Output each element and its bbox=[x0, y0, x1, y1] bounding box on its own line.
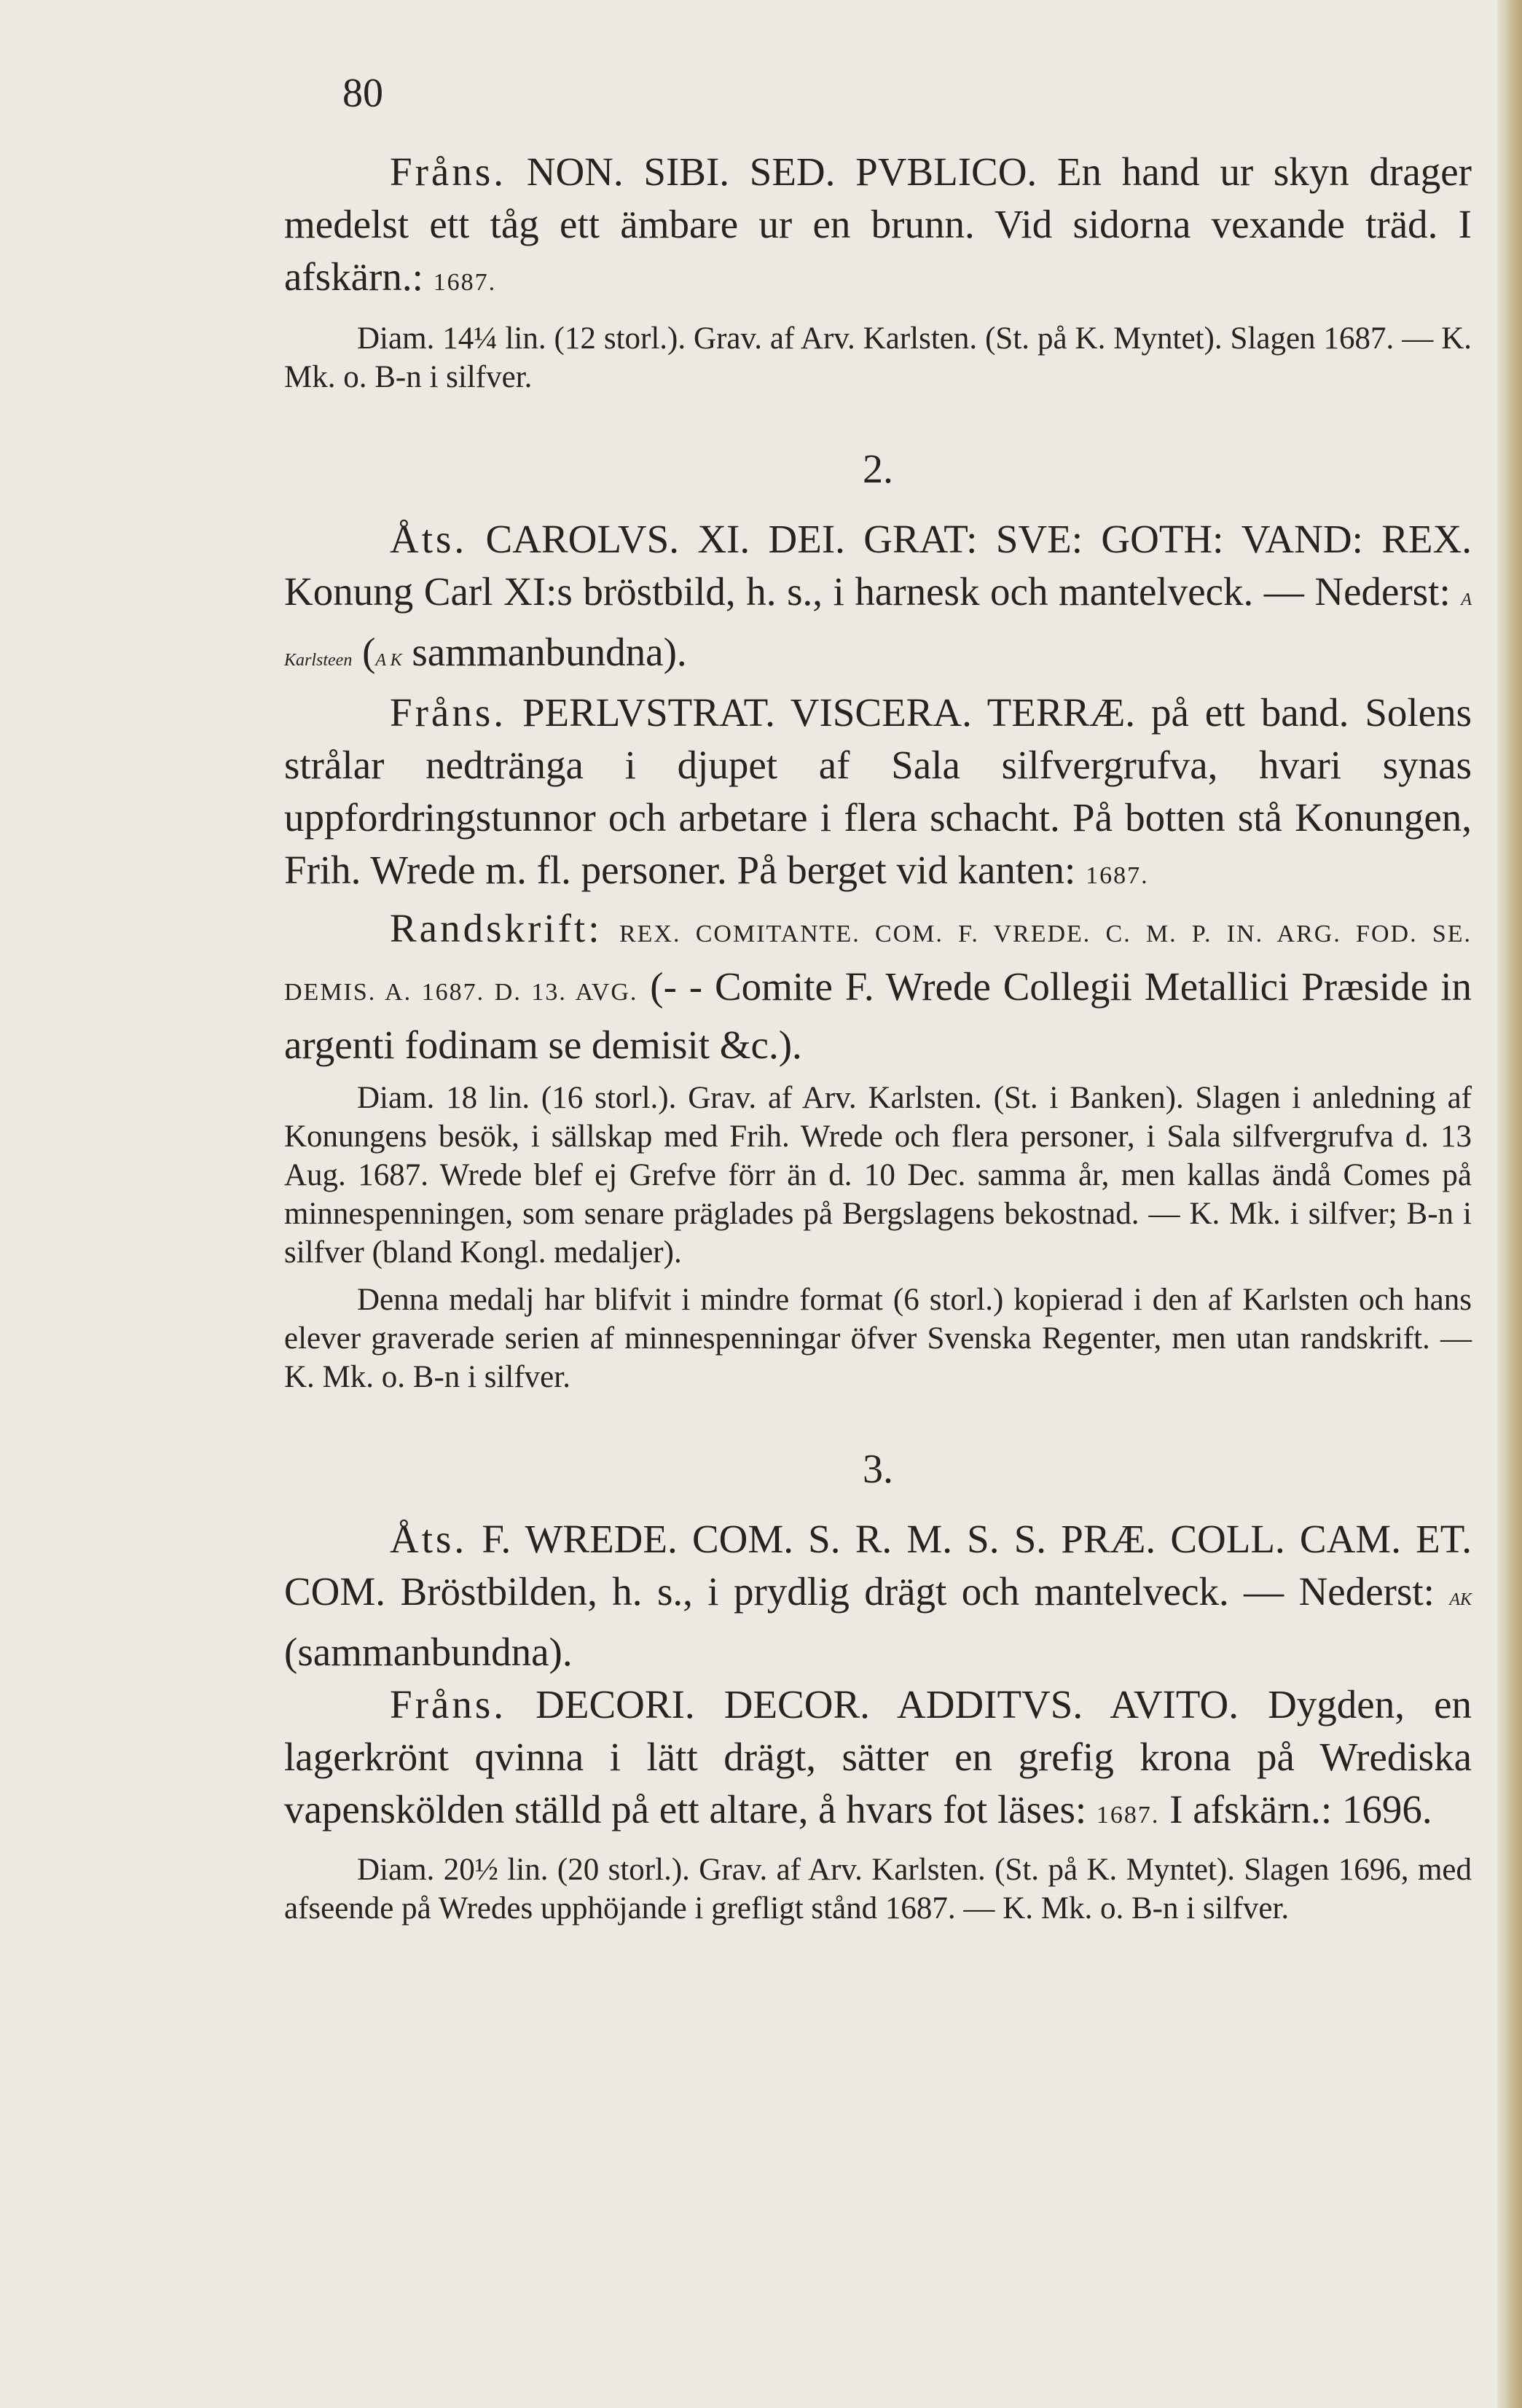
reverse-label: Fråns. bbox=[390, 1682, 506, 1727]
medal2-edge-inscription bbox=[284, 902, 1472, 1071]
reverse-year: 1687. bbox=[433, 269, 497, 296]
coin1-reverse bbox=[284, 146, 1472, 309]
page-number: 80 bbox=[342, 71, 383, 116]
monogram: AK bbox=[1449, 1590, 1472, 1609]
obverse-label: Åts. bbox=[390, 517, 468, 561]
reverse-description: DECORI. DECOR. ADDITVS. AVITO. Dygden, en lagerkrönt qvinna i lätt drägt, sätter en grefig krona på Wrediska vapenskölden ställd på ett altare, å hvars fot läses: bbox=[284, 1682, 1472, 1832]
medal2-notes: Diam. 18 lin. (16 storl.). Grav. af Arv. Karlsten. (St. i Banken). Slagen i anledning af Konungens besök, i sällskap med Frih. Wrede och flera personer, i Sala silfvergrufva d. 13 Aug. 1687. Wrede blef ej Grefve förr än d. 10 Dec. samma år, men kallas ändå Comes på minnespenningen, som senare präglades på Bergslagens bekostnad. — K. Mk. i silfver; B-n i silfver (bland Kongl. medaljer). bbox=[284, 1081, 1472, 1270]
page-content bbox=[284, 146, 1472, 1928]
reverse-label: Fråns. bbox=[390, 690, 506, 735]
reverse-exergue: I afskärn.: 1696. bbox=[1169, 1787, 1432, 1832]
obverse-tail: (sammanbundna). bbox=[284, 1630, 573, 1674]
section-number-3: 3. bbox=[863, 1447, 893, 1492]
obverse-description: CAROLVS. XI. DEI. GRAT: SVE: GOTH: VAND: REX. Konung Carl XI:s bröstbild, h. s., i harnesk och mantelveck. — Nederst: bbox=[284, 517, 1472, 614]
edge-legend: REX. COMITANTE. COM. F. VREDE. C. M. P. IN. ARG. FOD. SE. DEMIS. A. 1687. D. 13. AVG. bbox=[284, 920, 1472, 1006]
section-number-2: 2. bbox=[863, 447, 893, 492]
engraver-signature: A Karlsteen bbox=[284, 590, 1472, 670]
reverse-description: PERLVSTRAT. VISCERA. TERRÆ. på ett band. Solens strålar nedtränga i djupet af Sala silfvergrufva, hvari synas uppfordringstunnor och arbetare i flera schacht. På botten stå Konungen, Frih. Wrede m. fl. personer. På berget vid kanten: bbox=[284, 690, 1472, 892]
reverse-label: Fråns. bbox=[390, 149, 506, 194]
edge-label: Randskrift: bbox=[390, 906, 603, 950]
obverse-description: F. WREDE. COM. S. R. M. S. S. PRÆ. COLL. CAM. ET. COM. Bröstbilden, h. s., i prydlig drägt och mantelveck. — Nederst: bbox=[284, 1517, 1472, 1614]
medal2-obverse bbox=[284, 513, 1472, 687]
page-edge bbox=[1497, 0, 1522, 2408]
medal3-notes: Diam. 20½ lin. (20 storl.). Grav. af Arv. Karlsten. (St. på K. Myntet). Slagen 1696, med afseende på Wredes upphöjande i grefligt stånd 1687. — K. Mk. o. B-n i silfver. bbox=[284, 1853, 1472, 1926]
medal2-copy-note: Denna medalj har blifvit i mindre format (6 storl.) kopierad i den af Karlsten och hans elever graverade serien af minnespenningar öfver Svenska Regenter, men utan randskrift. — K. Mk. o. B-n i silfver. bbox=[284, 1283, 1472, 1394]
medal3-obverse bbox=[284, 1513, 1472, 1678]
medal3-reverse bbox=[284, 1678, 1472, 1842]
paren-open: ( bbox=[362, 630, 376, 674]
obverse-tail: sammanbundna). bbox=[412, 630, 687, 674]
reverse-year: 1687. bbox=[1096, 1802, 1160, 1829]
reverse-description: NON. SIBI. SED. PVBLICO. En hand ur skyn drager medelst ett tåg ett ämbare ur en brunn. Vid sidorna vexande träd. I afskärn.: bbox=[284, 149, 1472, 299]
medal2-reverse bbox=[284, 687, 1472, 902]
monogram: A K bbox=[375, 651, 402, 670]
edge-translation: (- - Comite F. Wrede Collegii Metallici Præside in argenti fodinam se demisit &c.). bbox=[284, 964, 1472, 1067]
coin1-notes: Diam. 14¼ lin. (12 storl.). Grav. af Arv. Karlsten. (St. på K. Myntet). Slagen 1687. — K. Mk. o. B-n i silfver. bbox=[284, 321, 1472, 394]
reverse-year: 1687. bbox=[1086, 862, 1149, 889]
obverse-label: Åts. bbox=[390, 1517, 468, 1561]
